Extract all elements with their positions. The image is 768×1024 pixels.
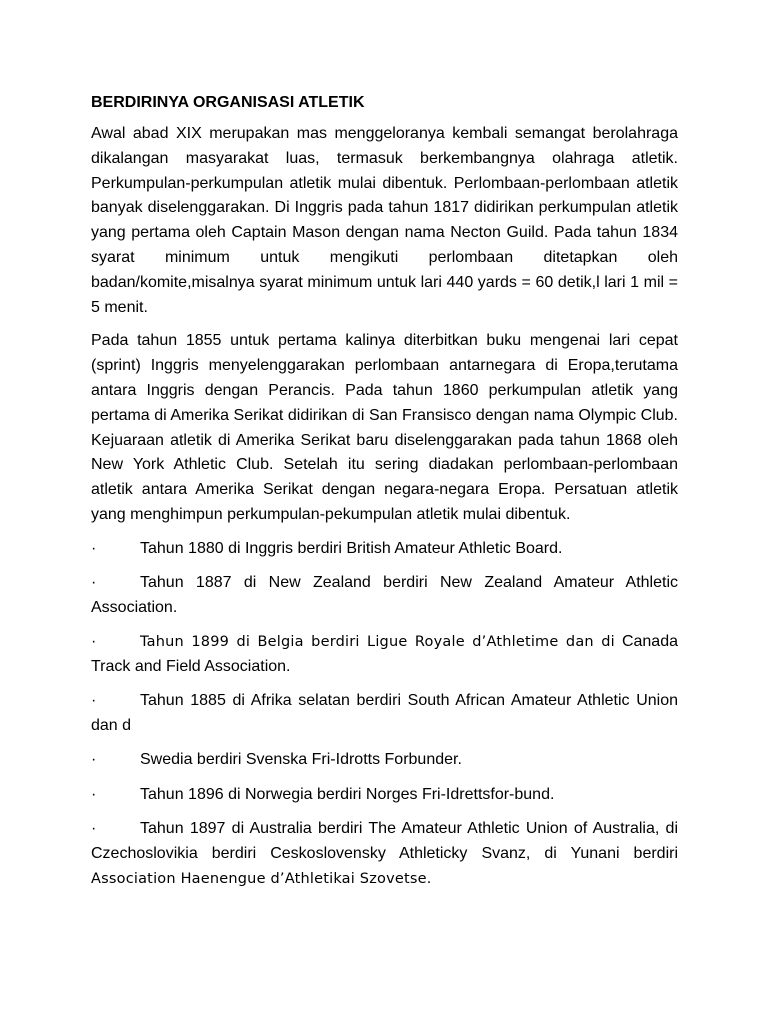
list-item-styled-text: Association Haenengue d’Athletikai Szovetse — [91, 870, 427, 887]
document-body — [91, 92, 678, 901]
list-item-styled-text: Tahun 1899 di Belgia berdiri Ligue Royale d’Athletime dan di — [140, 634, 615, 651]
list-item — [91, 817, 678, 891]
paragraph-1: Awal abad XIX merupakan mas menggeloranya kembali semangat berolahraga dikalangan masyarakat luas, termasuk berkembangnya olahraga atletik. Perkumpulan-perkumpulan atletik mulai dibentuk. Perlombaan-perlombaan atletik banyak diselenggarakan. Di Inggris pada tahun 1817 didirikan perkumpulan atletik yang pertama oleh Captain Mason dengan nama Necton Guild. Pada tahun 1834 syarat minimum untuk mengikuti perlombaan ditetapkan oleh badan/komite,misalnya syarat minimum untuk lari 440 yards = 60 detik,l lari 1 mil = 5 menit. — [91, 125, 678, 316]
list-item-text: Tahun 1896 di Norwegia berdiri Norges Fri-Idrettsfor-bund. — [140, 785, 555, 803]
bullet-marker: · — [91, 692, 97, 710]
list-item-text: Tahun 1897 di Australia berdiri The Amateur Athletic Union of Australia, di Czechoslovikia berdiri Ceskoslovensky Athleticky Svanz, di Yunani berdiri — [91, 819, 678, 862]
bullet-marker: · — [91, 539, 97, 557]
list-item-text: Canada Track and Field Association. — [91, 633, 678, 675]
list-item — [91, 783, 678, 808]
bullet-marker: · — [91, 574, 97, 592]
bullet-marker: · — [91, 785, 97, 803]
list-item — [91, 537, 678, 562]
list-item — [91, 748, 678, 773]
list-item-text: Tahun 1887 di New Zealand berdiri New Zealand Amateur Athletic Association. — [91, 574, 678, 616]
bullet-marker: · — [91, 633, 97, 651]
page-title: BERDIRINYA ORGANISASI ATLETIK — [91, 94, 365, 111]
list-item — [91, 571, 678, 621]
list-item-text: Tahun 1880 di Inggris berdiri British Amateur Athletic Board. — [140, 539, 563, 557]
list-item — [91, 630, 678, 680]
list-item-text: Swedia berdiri Svenska Fri-Idrotts Forbunder. — [140, 751, 462, 769]
bullet-marker: · — [91, 751, 97, 769]
list-item-text: Tahun 1885 di Afrika selatan berdiri South African Amateur Athletic Union dan d — [91, 692, 678, 735]
paragraph-2: Pada tahun 1855 untuk pertama kalinya diterbitkan buku mengenai lari cepat (sprint) Inggris menyelenggarakan perlombaan antarnegara di Eropa,terutama antara Inggris dengan Perancis. Pada tahun 1860 perkumpulan atletik yang pertama di Amerika Serikat didirikan di San Fransisco dengan nama Olympic Club. Kejuaraan atletik di Amerika Serikat baru diselenggarakan pada tahun 1868 oleh New York Athletic Club. Setelah itu sering diadakan perlombaan-perlombaan atletik antara Amerika Serikat dengan negara-negara Eropa. Persatuan atletik yang menghimpun perkumpulan-pekumpulan atletik mulai dibentuk. — [91, 332, 678, 523]
bullet-marker: · — [91, 819, 97, 837]
list-item — [91, 689, 678, 739]
list-item-tail: . — [426, 869, 432, 887]
